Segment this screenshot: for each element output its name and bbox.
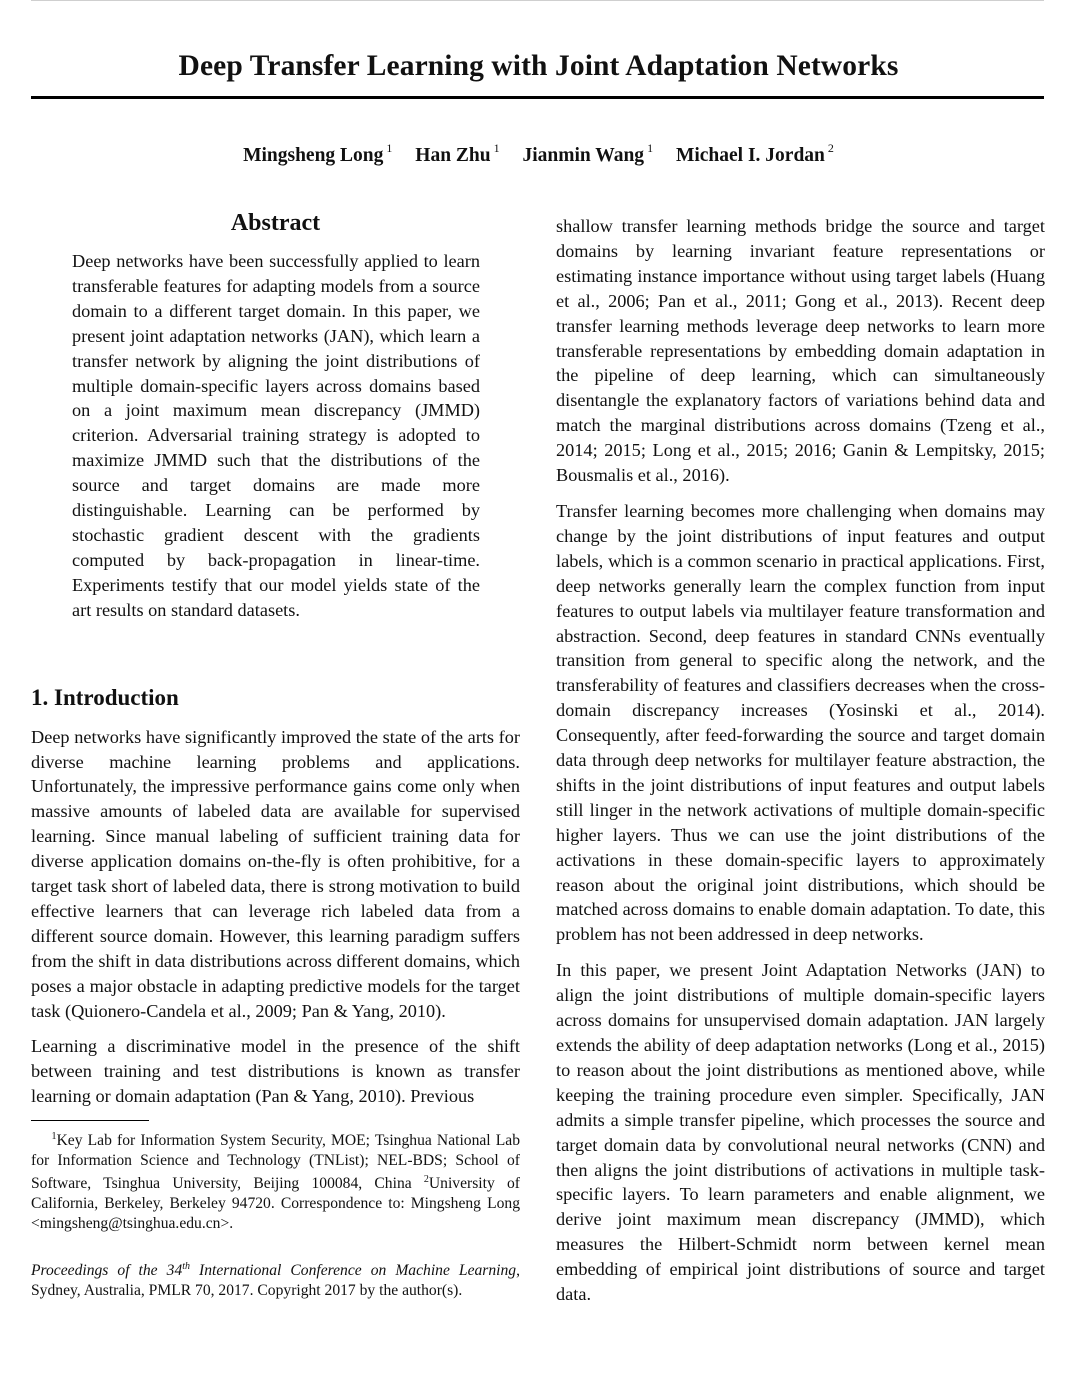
intro-paragraph-2: Learning a discriminative model in the presence of the shift between training and test distributions is known as transfer learning or domain adaptation (Pan & Yang, 2010). Previous — [31, 1036, 520, 1107]
author — [675, 141, 834, 166]
paper-title: Deep Transfer Learning with Joint Adaptation Networks — [178, 49, 899, 82]
intro-paragraph-2-continued: shallow transfer learning methods bridge the source and target domains by learning invariant feature representations or estimating instance importance without using target labels (Huang et al., 2006; Pan et al., 2011; Gong et al., 2013). Recent deep transfer learning methods leverage deep networks to learn more transferable representations by embedding domain adaptation in the pipeline of deep learning, which can simultaneously disentangle the explanatory factors of variations behind data and match the marginal distributions across domains (Tzeng et al., 2014; 2015; Long et al., 2015; 2016; Ganin & Lempitsky, 2015; Bousmalis et al., 2016). — [556, 216, 1045, 486]
author-affiliation-mark: 1 — [493, 141, 500, 155]
footnote-mark-1: 1 — [51, 1131, 57, 1143]
author — [415, 141, 500, 166]
author-name: Mingsheng Long — [243, 144, 384, 166]
author-list — [0, 142, 1077, 167]
top-rule — [31, 0, 1044, 1]
proceedings-details: , Sydney, Australia, PMLR 70, 2017. Copyright 2017 by the author(s). — [31, 1262, 520, 1300]
right-column — [556, 214, 1045, 1318]
section-heading-introduction: 1. Introduction — [31, 684, 179, 710]
footnote-text-2: University of California, Berkeley, Berkeley 94720. Correspondence to: Mingsheng Long <mingsheng@tsinghua.edu.cn>. — [31, 1175, 520, 1232]
author-name: Han Zhu — [415, 144, 491, 166]
intro-paragraph-4: In this paper, we present Joint Adaptation Networks (JAN) to align the joint distributions of multiple domain-specific layers across domains for unsupervised domain adaptation. JAN largely extends the ability of deep adaptation networks (Long et al., 2015) to reason about the joint distributions as mentioned above, while keeping the training procedure even simpler. Specifically, JAN admits a simple transfer pipeline, which processes the source and target domain data by convolutional neural networks (CNN) and then aligns the joint distributions of activations in multiple task-specific layers. To learn parameters and enable alignment, we derive joint maximum mean discrepancy (JMMD), which measures the Hilbert-Schmidt norm between kernel mean embedding of empirical joint distributions of source and target data. — [556, 960, 1045, 1305]
author-affiliation-mark: 2 — [827, 141, 834, 155]
footnote-mark-2: 2 — [423, 1174, 429, 1186]
author-name: Jianmin Wang — [522, 144, 645, 166]
author — [243, 141, 393, 166]
footnote-rule — [31, 1120, 149, 1121]
proceedings-note — [31, 1257, 520, 1301]
proceedings-conference: International Conference on Machine Learning — [190, 1262, 517, 1280]
author-name: Michael I. Jordan — [675, 144, 825, 166]
author-affiliation-mark: 1 — [647, 141, 654, 155]
proceedings-ordinal-suffix: th — [182, 1261, 191, 1273]
intro-paragraph-3: Transfer learning becomes more challenging when domains may change by the joint distributions of input features and output labels, which is a common scenario in practical applications. First, deep networks generally learn the complex function from input features to output labels via multilayer feature transformation and abstraction. Second, deep features in standard CNNs eventually transition from general to specific along the network, and the transferability of features and classifiers decreases when the cross-domain discrepancy increases (Yosinski et al., 2014). Consequently, after feed-forwarding the source and target domain data through deep networks for multilayer feature abstraction, the shifts in the joint distributions of input features and output labels still linger in the network activations of multiple domain-specific higher layers. Thus we can use the joint distributions of the activations in these domain-specific layers to approximately reason about the original joint distributions, which should be matched across domains to enable domain adaptation. To date, this problem has not been addressed in deep networks. — [556, 500, 1045, 945]
proceedings-ordinal: 34 — [166, 1262, 183, 1280]
title-rule — [31, 96, 1044, 99]
footnote-affiliations — [31, 1127, 520, 1233]
author-affiliation-mark: 1 — [386, 141, 393, 155]
footnote-text-1: Key Lab for Information System Security, MOE; Tsinghua National Lab for Information Science and Technology (TNList); NEL-BDS; School of Software, Tsinghua University, Beijing 100084, China — [31, 1132, 520, 1193]
left-column — [31, 210, 520, 1301]
abstract-text: Deep networks have been successfully applied to learn transferable features for adapting models from a source domain to a different target domain. In this paper, we present joint adaptation networks (JAN), which learn a transfer network by aligning the joint distributions of multiple domain-specific layers across domains based on a joint maximum mean discrepancy (JMMD) criterion. Adversarial training strategy is adopted to maximize JMMD such that the distributions of the source and target domains are made more distinguishable. Learning can be performed by stochastic gradient descent with the gradients computed by back-propagation in linear-time. Experiments testify that our model yields state of the art results on standard datasets. — [72, 251, 480, 620]
intro-paragraph-1: Deep networks have significantly improved the state of the arts for diverse machine learning problems and applications. Unfortunately, the impressive performance gains come only when massive amounts of labeled data are available for supervised learning. Since manual labeling of sufficient training data for diverse application domains on-the-fly is often prohibitive, for a target task short of labeled data, there is strong motivation to build effective learners that can leverage rich labeled data from a different source domain. However, this learning paradigm suffers from the shift in data distributions across different domains, which poses a major obstacle in adapting predictive models for the target task (Quionero-Candela et al., 2009; Pan & Yang, 2010). — [31, 726, 520, 1021]
author — [522, 141, 654, 166]
proceedings-prefix: Proceedings of the — [31, 1262, 167, 1280]
abstract-heading: Abstract — [230, 210, 321, 236]
